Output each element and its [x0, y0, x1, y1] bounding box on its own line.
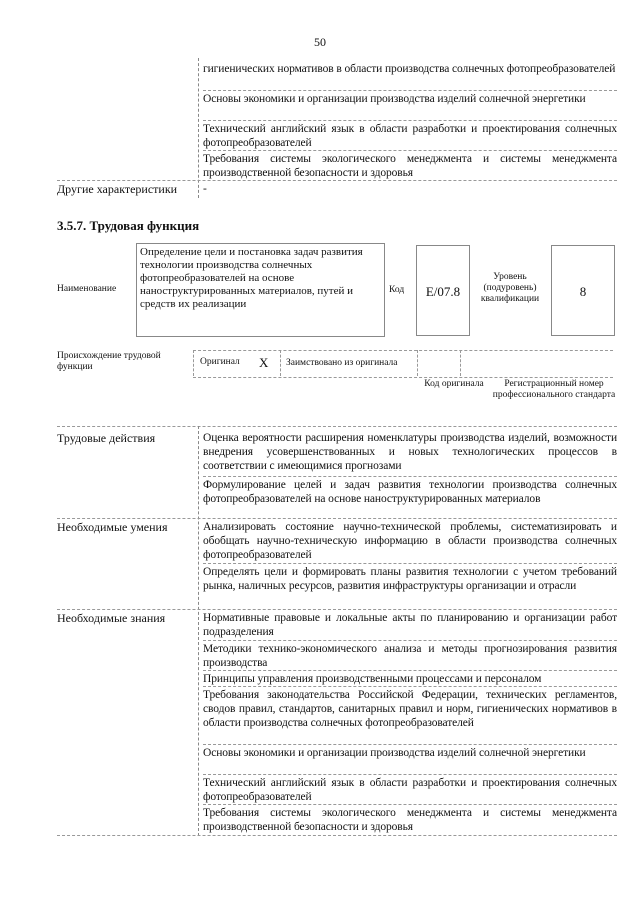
origin-divider	[417, 350, 418, 376]
knowledge-item: Основы экономики и организации производства изделий солнечной энергетики	[203, 747, 586, 759]
main-table	[57, 426, 617, 836]
origin-divider	[460, 350, 461, 376]
page-number: 50	[314, 35, 326, 49]
origin-divider	[193, 350, 194, 376]
level-value: 8	[579, 284, 587, 299]
reg-number-label: Регистрационный номер профессионального стандарта	[492, 379, 616, 400]
original-label: Оригинал	[200, 357, 240, 367]
action-item: Формулирование целей и задач развития технологии производства солнечных фотопреобразователей на основе наноструктурированных материалов	[203, 479, 617, 505]
knowledge-item: Технический английский язык в области разработки и проектирования солнечных фотопреобразователей	[203, 777, 617, 803]
knowledge-label: Необходимые знания	[57, 611, 166, 625]
code-value: E/07.8	[425, 284, 461, 299]
code-original-label: Код оригинала	[424, 379, 484, 389]
section-title: 3.5.7. Трудовая функция	[57, 218, 200, 233]
borrowed-label: Заимствовано из оригинала	[286, 358, 398, 368]
other-characteristics-value: -	[203, 183, 207, 195]
original-mark: X	[259, 355, 269, 370]
top-table-cell: Основы экономики и организации производства изделий солнечной энергетики	[203, 93, 586, 105]
name-label: Наименование	[57, 284, 117, 294]
skill-item: Анализировать состояние научно-технической проблемы, систематизировать и обобщать научно-техническую информацию в области производства солнечных фотопреобразователей	[203, 521, 617, 561]
level-label: Уровень (подуровень) квалификации	[480, 272, 540, 304]
knowledge-item: Методики технико-экономического анализа и методы прогнозирования развития производства	[203, 643, 617, 669]
code-box	[416, 245, 470, 336]
top-table-cell: гигиенических нормативов в области производства солнечных фотопреобразователей	[203, 63, 616, 75]
other-characteristics-label: Другие характеристики	[57, 182, 178, 196]
knowledge-item: Требования системы экологического менеджмента и системы менеджмента производственной безопасности и здоровья	[203, 807, 617, 833]
origin-divider	[280, 350, 281, 376]
origin-label: Происхождение трудовой функции	[57, 351, 161, 372]
top-table-cell: Технический английский язык в области разработки и проектирования солнечных фотопреобразователей	[203, 123, 617, 149]
name-value: Определение цели и постановка задач развития технологии производства солнечных фотопреобразователей на основе наноструктурированных материалов, путей и средств их реализации	[140, 246, 363, 310]
knowledge-item: Требования законодательства Российской Федерации, технических регламентов, сводов правил, стандартов, санитарных правил и норм, гигиенических нормативов в области производства солнечных фотопреобразователей	[203, 689, 617, 729]
knowledge-item: Принципы управления производственными процессами и персоналом	[203, 673, 542, 685]
level-box	[551, 245, 615, 336]
action-item: Оценка вероятности расширения номенклатуры производства изделий, возможности внедрения усовершенствованных и новых технологических процессов в соответствии с имеющимися прогнозами	[203, 432, 617, 472]
knowledge-item: Нормативные правовые и локальные акты по планированию и организации работ подразделения	[203, 612, 617, 638]
code-label: Код	[389, 285, 405, 295]
skills-label: Необходимые умения	[57, 520, 168, 534]
skill-item: Определять цели и формировать планы развития технологии с учетом требований рынка, наличных ресурсов, развития инфраструктуры организации и отрасли	[203, 566, 617, 592]
name-box	[136, 243, 385, 337]
top-table	[57, 58, 617, 198]
origin-row	[193, 350, 613, 378]
top-table-cell: Требования системы экологического менеджмента и системы менеджмента производственной безопасности и здоровья	[203, 153, 617, 179]
actions-label: Трудовые действия	[57, 431, 156, 445]
